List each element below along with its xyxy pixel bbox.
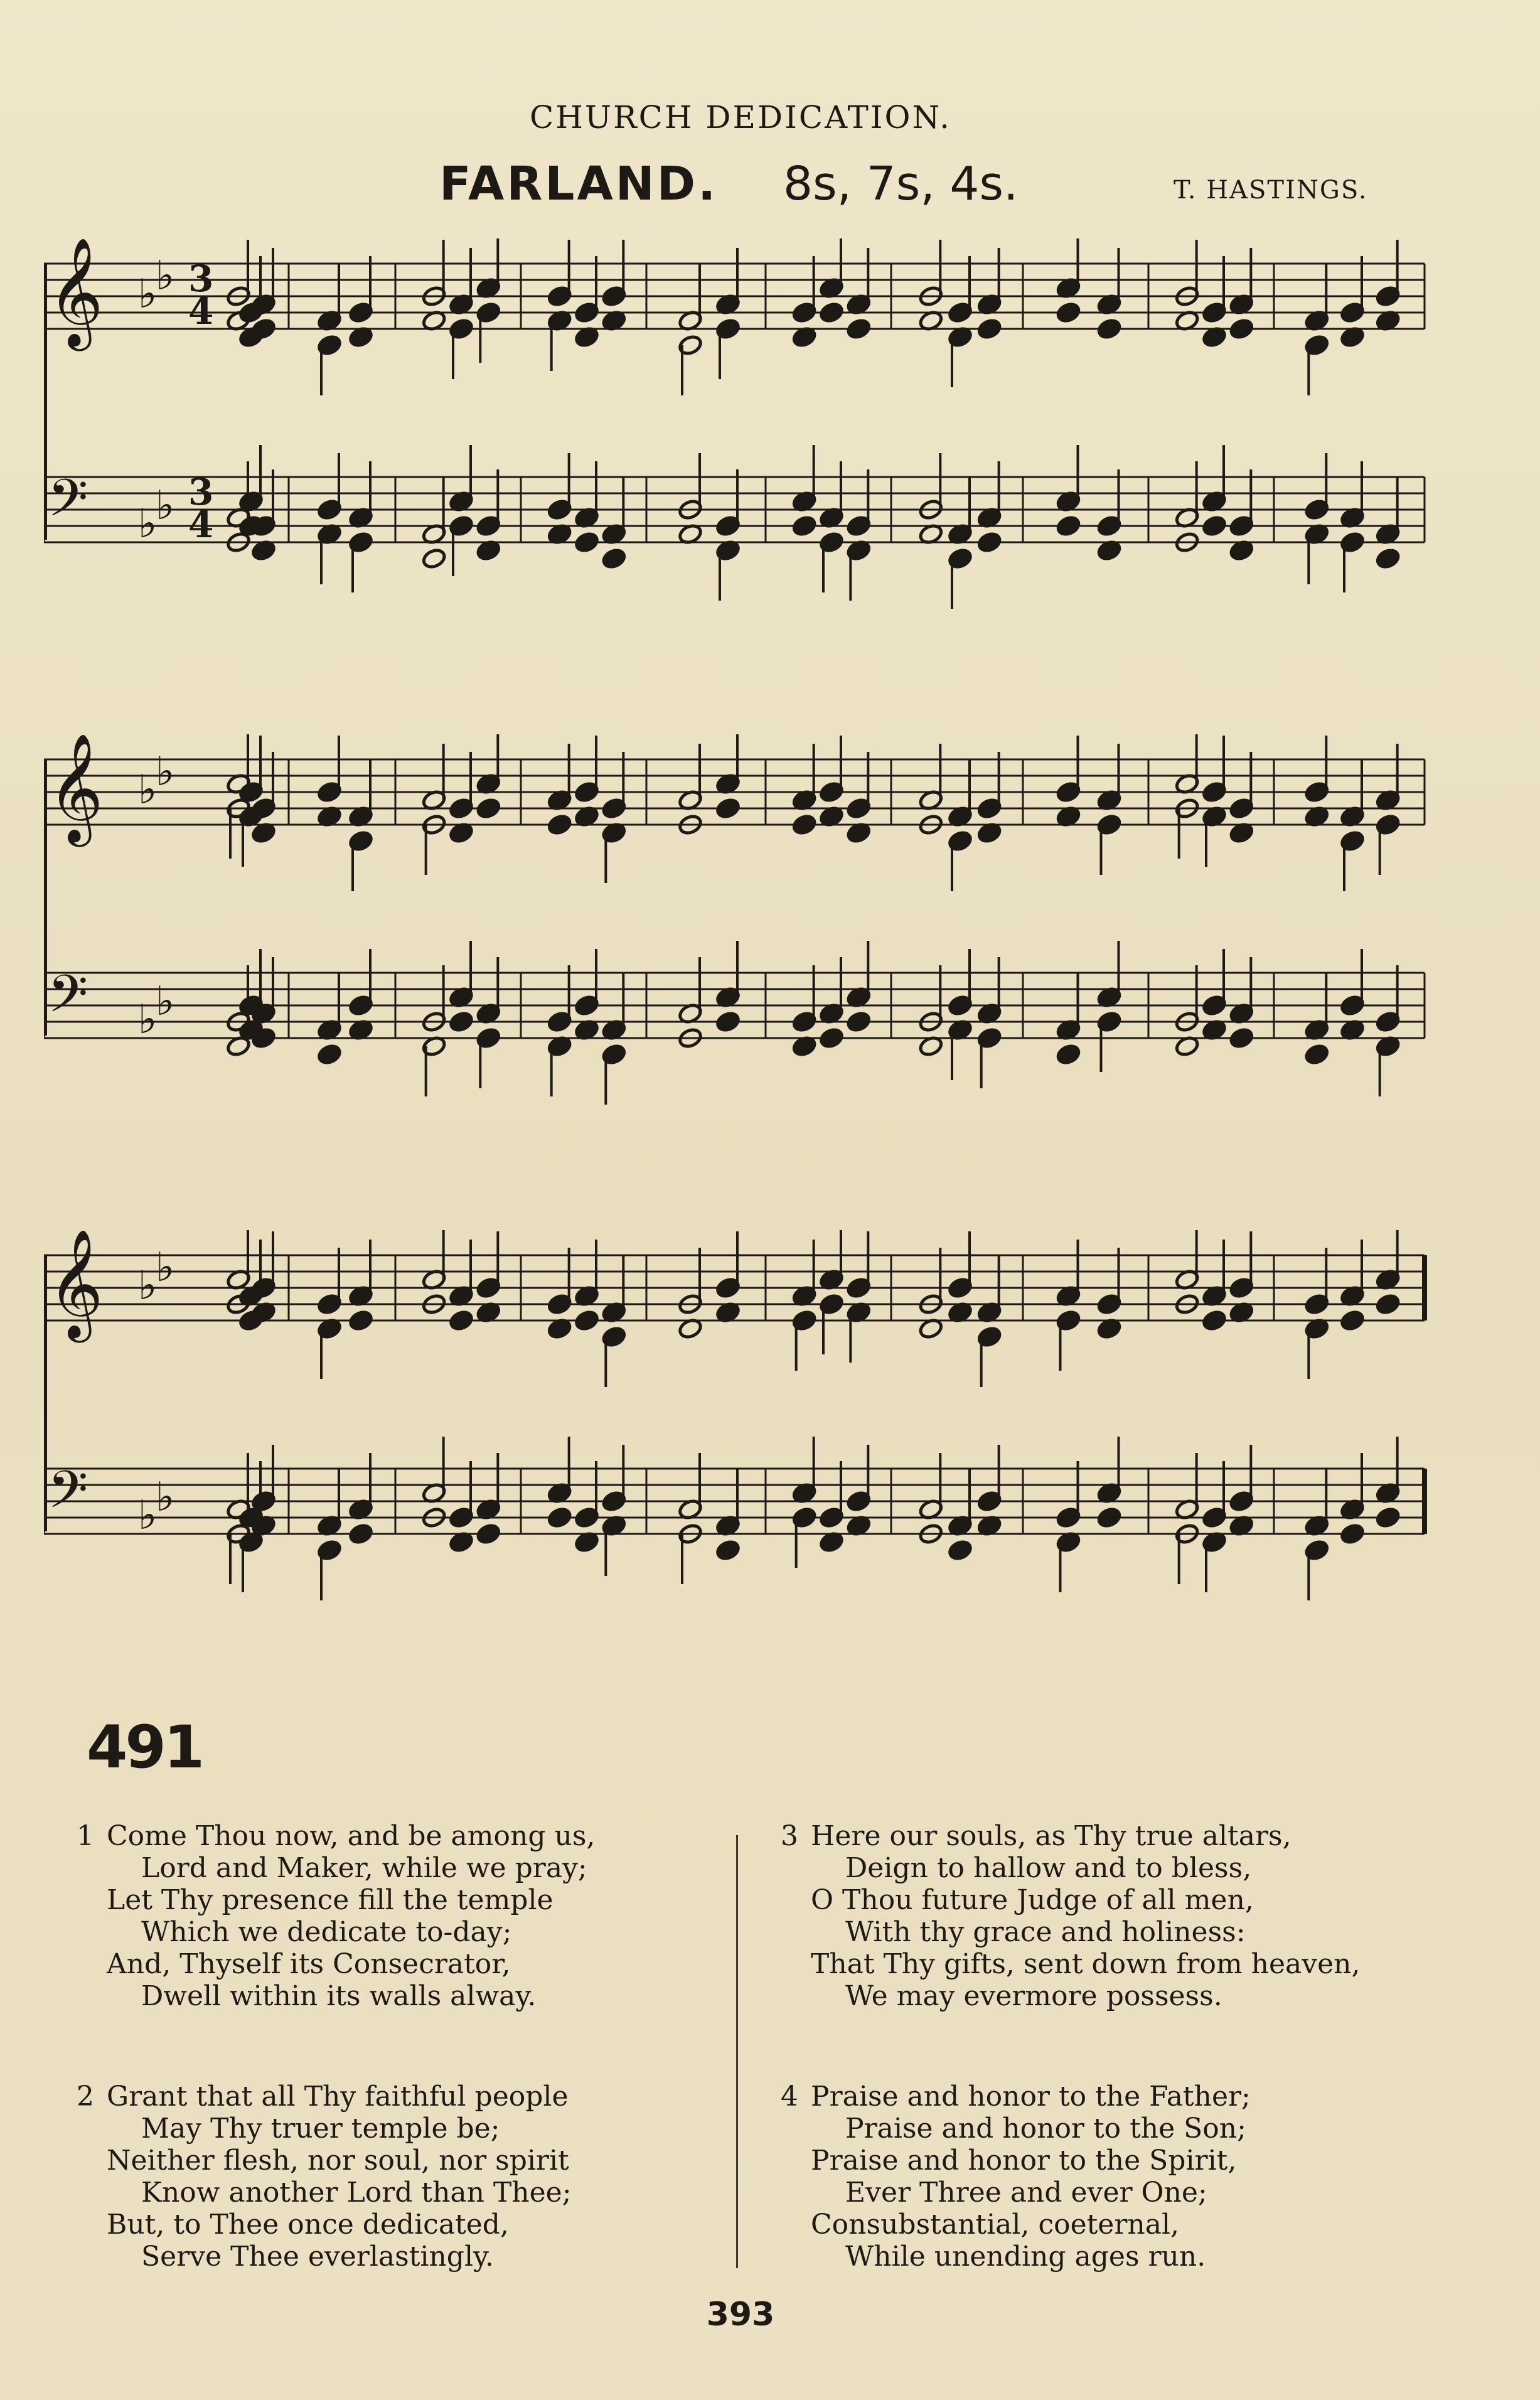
verse-1 (77, 1820, 596, 2012)
music-staff-svg (44, 734, 1450, 1111)
note-head (791, 515, 817, 537)
note-head (449, 1309, 474, 1332)
note-head (1304, 1043, 1330, 1066)
note-head (1202, 1309, 1227, 1332)
note-head (421, 547, 447, 570)
time-signature: 4 (188, 503, 214, 546)
time-signature: 3 (188, 471, 214, 513)
verse-3 (781, 1820, 1361, 2012)
note-head (1375, 1293, 1401, 1315)
flat-icon: ♭ (138, 997, 158, 1043)
composer: T. HASTINGS. (1174, 176, 1368, 205)
note-head (715, 797, 741, 820)
note-head (574, 1309, 600, 1332)
note-head (547, 1506, 572, 1529)
section-title: CHURCH DEDICATION. (530, 99, 951, 136)
verse-line: Come Thou now, and be among us, (107, 1820, 596, 1852)
verse-line: Which we dedicate to-day; (141, 1916, 512, 1948)
staff-treble (44, 1230, 1425, 1387)
note-head (1340, 1523, 1366, 1545)
verse-line: Lord and Maker, while we pray; (141, 1852, 587, 1884)
page-number: 393 (706, 2296, 775, 2333)
verse-line: Dwell within its walls alway. (141, 1980, 537, 2012)
verse-line: Neither flesh, nor soul, nor spirit (107, 2145, 569, 2177)
verse-line: While unending ages run. (845, 2241, 1206, 2273)
treble-clef-icon: 𝄞 (48, 1230, 104, 1338)
note-head (601, 547, 627, 570)
note-head (1229, 1027, 1254, 1049)
flat-icon: ♭ (156, 253, 175, 299)
verse-line: Praise and honor to the Father; (811, 2081, 1251, 2113)
verse-line: But, to Thee once dedicated, (107, 2209, 509, 2241)
flat-icon: ♭ (138, 271, 158, 318)
note-head (791, 813, 817, 836)
treble-clef-icon: 𝄞 (48, 734, 104, 842)
note-head (547, 813, 572, 836)
note-head (1202, 515, 1227, 537)
tune-meter: 8s, 7s, 4s. (783, 157, 1019, 211)
staff-bass (44, 1437, 1425, 1600)
flat-icon: ♭ (156, 1474, 175, 1521)
note-head (1056, 301, 1081, 324)
note-head (1375, 547, 1401, 570)
music-staff-svg (44, 238, 1450, 615)
note-head (976, 531, 1002, 554)
flat-icon: ♭ (156, 483, 175, 529)
tune-header (0, 157, 1540, 213)
verse-4 (781, 2081, 1251, 2273)
verse-line: May Thy truer temple be; (141, 2113, 500, 2145)
column-divider (736, 1835, 738, 2268)
music-system-2 (44, 734, 1450, 1111)
verse-line: Here our souls, as Thy true altars, (811, 1820, 1291, 1852)
verse-line: Consubstantial, coeternal, (811, 2209, 1179, 2241)
note-head (449, 1010, 474, 1033)
time-signature: 4 (188, 290, 214, 333)
time-signature: 3 (188, 257, 214, 300)
music-system-1 (44, 238, 1450, 615)
flat-icon: ♭ (156, 978, 175, 1025)
verse-line: That Thy gifts, sent down from heaven, (811, 1948, 1361, 1980)
verse-2 (77, 2081, 572, 2273)
verse-number: 2 (77, 2081, 94, 2113)
verse-line: Grant that all Thy faithful people (107, 2081, 569, 2113)
flat-icon: ♭ (156, 1245, 175, 1291)
staff-treble (44, 238, 1425, 395)
note-head (715, 1539, 741, 1562)
note-head (1096, 318, 1122, 340)
note-head (819, 301, 845, 324)
verse-line: Serve Thee everlastingly. (141, 2241, 495, 2273)
bass-clef-icon: 𝄢 (48, 963, 88, 1037)
note-head (1340, 1309, 1366, 1332)
note-head (1096, 1506, 1122, 1529)
verse-line: Praise and honor to the Spirit, (811, 2145, 1237, 2177)
verse-number: 3 (781, 1820, 798, 1852)
note-head (819, 1027, 845, 1049)
note-head (1056, 515, 1081, 537)
staff-treble (44, 734, 1425, 891)
note-head (317, 1043, 343, 1066)
flat-icon: ♭ (138, 1492, 158, 1539)
staff-bass (44, 445, 1425, 609)
staff-bass (44, 941, 1425, 1105)
treble-clef-icon: 𝄞 (48, 238, 104, 346)
verse-line: Let Thy presence fill the temple (107, 1884, 553, 1916)
note-head (976, 318, 1002, 340)
verse-line: Know another Lord than Thee; (141, 2177, 572, 2209)
bass-clef-icon: 𝄢 (48, 1459, 88, 1533)
note-head (846, 1010, 872, 1033)
note-head (846, 318, 872, 340)
note-head (348, 1309, 374, 1332)
note-head (1375, 1506, 1401, 1529)
verse-line: O Thou future Judge of all men, (811, 1884, 1254, 1916)
verse-number: 4 (781, 2081, 798, 2113)
flat-icon: ♭ (138, 767, 158, 813)
flat-icon: ♭ (138, 501, 158, 547)
note-head (574, 531, 600, 554)
verse-line: Ever Three and ever One; (845, 2177, 1207, 2209)
bass-clef-icon: 𝄢 (48, 468, 88, 541)
note-head (1056, 1043, 1081, 1066)
note-head (476, 797, 501, 820)
verse-line: With thy grace and holiness: (845, 1916, 1246, 1948)
note-head (715, 1010, 741, 1033)
note-head (476, 1523, 501, 1545)
note-head (948, 1539, 973, 1562)
flat-icon: ♭ (156, 749, 175, 795)
note-head (348, 1523, 374, 1545)
flat-icon: ♭ (138, 1263, 158, 1309)
verse-line: Deign to hallow and to bless, (845, 1852, 1252, 1884)
verse-line: Praise and honor to the Son; (845, 2113, 1246, 2145)
music-system-3 (44, 1230, 1450, 1607)
tune-name: FARLAND. (439, 157, 719, 211)
music-staff-svg (44, 1230, 1450, 1607)
verse-number: 1 (77, 1820, 94, 1852)
hymn-number: 491 (87, 1713, 203, 1782)
verse-line: We may evermore possess. (845, 1980, 1222, 2012)
verse-line: And, Thyself its Consecrator, (107, 1948, 511, 1980)
note-head (1229, 318, 1254, 340)
